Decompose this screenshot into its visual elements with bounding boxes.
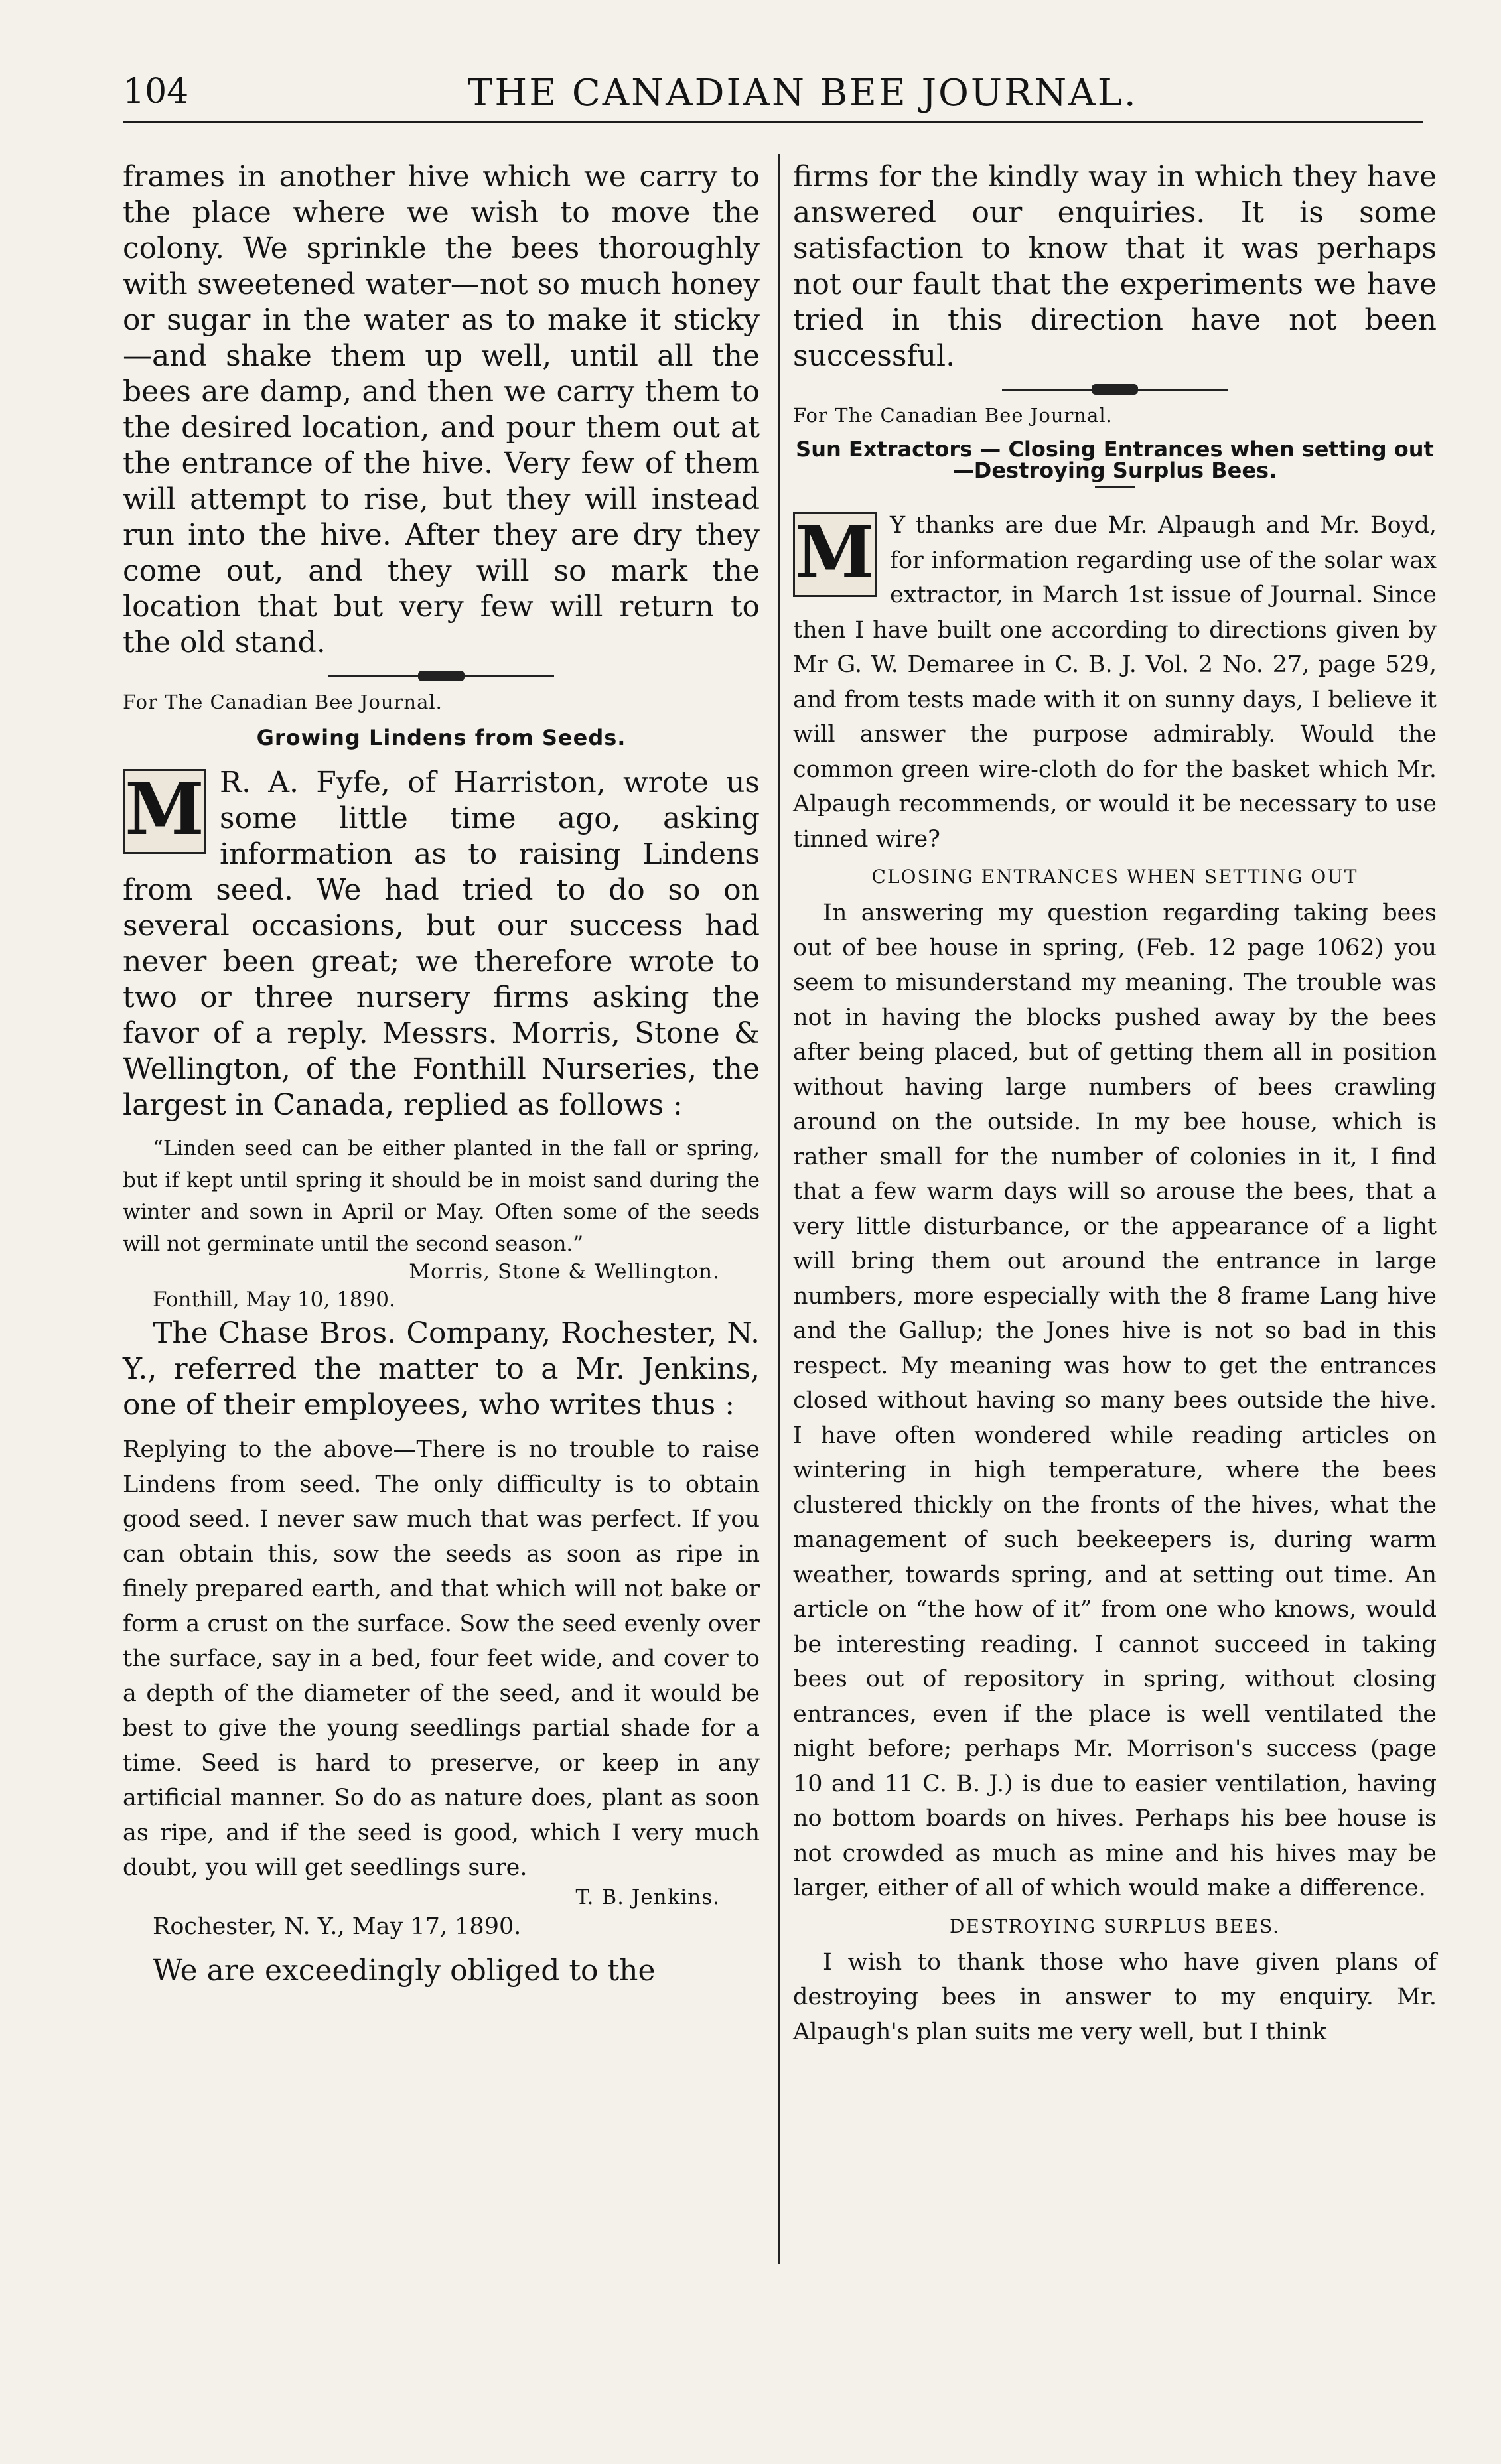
nursery-signature: Morris, Stone & Wellington. [409,1260,720,1284]
lindens-intro-paragraph: R. A. Fyfe, of Harriston, wrote us some little time ago, asking information as to raising Lindens from seed. We had tried to do so on several occasions, but our success had never been great; we therefore wrote to two or three nursery firms asking the favor of a reply. Messrs. Morris, Stone & Wellington, of the Fonthill Nurseries, the largest in Canada, replied as follows : [123,766,760,1122]
drop-cap-ornament [793,512,877,597]
destroying-bees-paragraph: I wish to thank those who have given plans of destroying bees in answer to my enquiry. Mr. Alpaugh's plan suits me very well, but I think [793,1949,1437,2045]
chase-bros-paragraph: The Chase Bros. Company, Rochester, N. Y., referred the matter to a Mr. Jenkins, one of their employees, who writes thus : [123,1316,760,1422]
title-rule [1095,486,1135,488]
drop-cap-letter: M [125,768,204,851]
left-column [123,159,760,1989]
subheading-closing-entrances: CLOSING ENTRANCES WHEN SETTING OUT [871,866,1358,888]
article-title-lindens: Growing Lindens from Seeds. [256,725,626,750]
article-separator [1002,389,1228,391]
column-divider [778,154,780,2264]
thanks-paragraph: Y thanks are due Mr. Alpaugh and Mr. Boyd, for information regarding use of the solar wax extractor, in March 1st issue of Journal. Since then I have built one according to directions given by Mr G. W. Demaree in C. B. J. Vol. 2 No. 27, page 529, and from tests made with it on sunny days, I believe it will answer the purpose admirably. Would the common green wire-cloth do for the basket which Mr. Alpaugh recommends, or would it be necessary to use tinned wire? [793,512,1437,853]
jenkins-letter: Replying to the above—There is no trouble to raise Lindens from seed. The only difficulty is to obtain good seed. I never saw much that was perfect. If you can obtain this, sow the seeds as soon as ripe in finely prepared earth, and that which will not bake or form a crust on the surface. Sow the seed evenly over the surface, say in a bed, four feet wide, and cover to a depth of the diameter of the seed, and it would be best to give the young seedlings partial shade for a time. Seed is hard to preserve, or keep in any artificial manner. So do as nature does, plant as soon as ripe, and if the seed is good, which I very much doubt, you will get seedlings sure. [123,1436,760,1881]
closing-paragraph: We are exceedingly obliged to the [153,1954,656,1988]
nursery-quote: “Linden seed can be either planted in the fall or spring, but if kept until spring it should be in moist sand during the winter and sown in April or May. Often some of the seeds will not germinate until the second season.” [123,1136,760,1256]
right-column [793,159,1437,2049]
header-rule [123,121,1423,123]
nursery-dateline: Fonthill, May 10, 1890. [153,1288,395,1312]
drop-cap-letter: M [795,511,875,594]
jenkins-signature: T. B. Jenkins. [575,1885,720,1909]
article-byline: For The Canadian Bee Journal. [123,691,443,713]
subheading-destroying-bees: DESTROYING SURPLUS BEES. [949,1915,1281,1937]
page-number: 104 [123,72,189,111]
jenkins-dateline: Rochester, N. Y., May 17, 1890. [153,1913,522,1940]
page-header [123,66,1423,126]
left-continuation-paragraph: frames in another hive which we carry to the place where we wish to move the colony. We sprinkle the bees thoroughly with sweetened water—not so much honey or sugar in the water as to make it sticky—and shake them up well, until all the bees are damp, and then we carry them to the desired location, and pour them out at the entrance of the hive. Very few of them will attempt to rise, but they will instead run into the hive. After they are dry they come out, and they will so mark the location that but very few will return to the old stand. [123,160,760,659]
closing-entrances-paragraph: In answering my question regarding taking bees out of bee house in spring, (Feb. 12 page 1062) you seem to misunderstand my meaning. The trouble was not in having the blocks pushed away by the bees after being placed, but of getting them all in position without having large numbers of bees crawling around on the outside. In my bee house, which is rather small for the number of colonies in it, I find that a few warm days will so arouse the bees, that a very little disturbance, or the appearance of a light will bring them out around the entrance in large numbers, more especially with the 8 frame Lang hive and the Gallup; the Jones hive is not so bad in this respect. My meaning was how to get the entrances closed without having so many bees outside the hive. I have often wondered while reading articles on wintering in high temperature, where the bees clustered thickly on the fronts of the hives, what the management of such beekeepers is, during warm weather, towards spring, and at setting out time. An article on “the how of it” from one who knows, would be interesting reading. I cannot succeed in taking bees out of repository in spring, without closing entrances, even if the place is well ventilated the night before; perhaps Mr. Morrison's success (page 10 and 11 C. B. J.) is due to easier ventilation, having no bottom boards on hives. Perhaps his bee house is not crowded as much as mine and his hives may be larger, either of all of which would make a difference. [793,900,1437,1901]
journal-title: THE CANADIAN BEE JOURNAL. [468,72,1138,115]
drop-cap-ornament [123,769,206,854]
article-separator [328,675,554,677]
article-title-sun-extractors: Sun Extractors — Closing Entrances when setting out—Destroying Surplus Bees. [796,437,1434,483]
article-byline: For The Canadian Bee Journal. [793,404,1113,427]
right-continuation-paragraph: firms for the kindly way in which they have answered our enquiries. It is some satisfaction to know that it was perhaps not our fault that the experiments we have tried in this direction have not been successful. [793,160,1437,373]
